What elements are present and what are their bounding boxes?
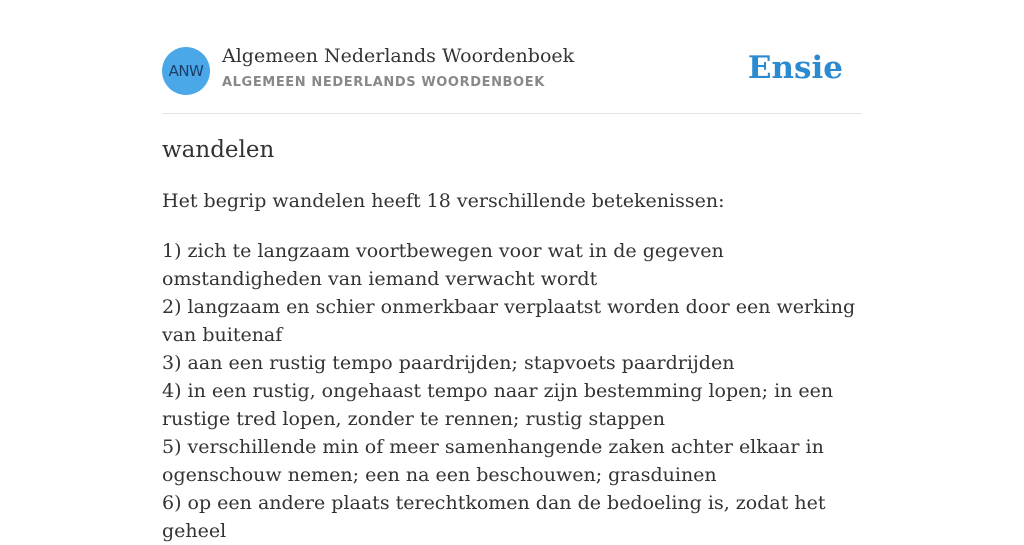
anw-logo[interactable]: ANW bbox=[162, 47, 210, 95]
definition-item: 2) langzaam en schier onmerkbaar verplaatst worden door een werking van buitenaf bbox=[162, 296, 856, 346]
definition-item: 6) op een andere plaats terechtkomen dan de bedoeling is, zodat het geheel bbox=[162, 492, 826, 542]
source-subtitle: ALGEMEEN NEDERLANDS WOORDENBOEK bbox=[222, 75, 545, 90]
definition-list bbox=[162, 237, 862, 545]
entry-card bbox=[162, 0, 862, 542]
source-title[interactable]: Algemeen Nederlands Woordenboek bbox=[222, 45, 575, 67]
definition-item: 5) verschillende min of meer samenhangende zaken achter elkaar in ogenschouw nemen; een na een beschouwen; grasduinen bbox=[162, 436, 824, 486]
entry-word: wandelen bbox=[162, 137, 275, 163]
definition-item: 4) in een rustig, ongehaast tempo naar zijn bestemming lopen; in een rustige tred lopen, zonder te rennen; rustig stappen bbox=[162, 380, 834, 430]
entry-intro: Het begrip wandelen heeft 18 verschillende betekenissen: bbox=[162, 190, 725, 212]
ensie-brand-logo[interactable]: Ensie bbox=[747, 50, 843, 86]
definition-item: 3) aan een rustig tempo paardrijden; stapvoets paardrijden bbox=[162, 352, 735, 374]
definition-item: 1) zich te langzaam voortbewegen voor wat in de gegeven omstandigheden van iemand verwacht wordt bbox=[162, 240, 724, 290]
source-header bbox=[162, 0, 862, 114]
